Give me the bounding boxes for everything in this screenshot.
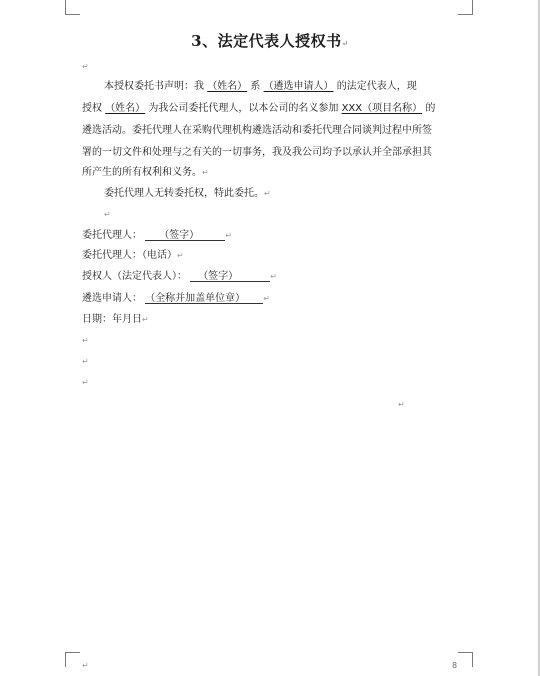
field-value: （签字） xyxy=(198,271,239,282)
corner-crop-mark-bottom-left xyxy=(65,652,80,667)
field-date xyxy=(82,313,149,327)
para1-text: 署的一切文件和处理与之有关的一切事务，我及我公司均予以承认并全部承担其 xyxy=(82,147,432,158)
field-value: （全称并加盖单位章） xyxy=(145,293,246,304)
paragraph-mark-icon: ↵ xyxy=(225,231,232,240)
signature-blank xyxy=(145,229,225,241)
paragraph-mark-icon: ↵ xyxy=(263,294,270,303)
para1-text: 系 xyxy=(250,81,261,92)
para1-text: 本授权委托书声明：我 xyxy=(104,81,204,92)
para1-text: 所产生的所有权利和义务。 xyxy=(82,167,202,178)
para2-text: 委托代理人无转委托权，特此委托。 xyxy=(104,188,264,199)
para1-text: 的法定代表人，现 xyxy=(336,81,417,92)
para1-text: 授权 xyxy=(82,103,102,114)
para1-line5 xyxy=(82,166,209,180)
paragraph-mark-icon: ↵ xyxy=(82,336,89,345)
field-label: 遴选申请人： xyxy=(82,293,142,304)
paragraph-mark-icon: ↵ xyxy=(104,210,111,219)
field-label: 委托代理人：（电话） xyxy=(82,250,177,261)
para1-line4 xyxy=(82,146,432,160)
paragraph-mark-icon: ↵ xyxy=(270,272,277,281)
field-value: （签字） xyxy=(159,230,200,241)
field-label: 日期：年月日 xyxy=(82,314,142,325)
paragraph-mark-icon: ↵ xyxy=(264,189,271,198)
para1-line1 xyxy=(104,80,417,94)
seal-blank xyxy=(145,292,263,304)
applicant-field: （遴选申请人） xyxy=(263,81,334,92)
paragraph-mark-icon: ↵ xyxy=(202,168,209,177)
paragraph-mark-icon: ↵ xyxy=(341,38,349,48)
paragraph-mark-icon: ↵ xyxy=(82,661,89,670)
para2 xyxy=(104,187,271,201)
empty-paragraph xyxy=(82,376,89,390)
paragraph-mark-icon: ↵ xyxy=(398,400,405,409)
field-agent-signature xyxy=(82,229,232,243)
paragraph-mark-icon: ↵ xyxy=(82,378,89,387)
empty-paragraph xyxy=(82,334,89,348)
para1-line3 xyxy=(82,124,432,138)
para1-text: 的 xyxy=(425,103,436,114)
signature-blank xyxy=(190,270,270,282)
empty-paragraph xyxy=(82,355,89,369)
field-agent-phone xyxy=(82,249,184,263)
para1-text: 为我公司委托代理人，以本公司的名义参加 xyxy=(148,103,339,114)
empty-paragraph xyxy=(104,208,111,222)
para1-line2 xyxy=(82,102,435,116)
corner-crop-mark-bottom-right xyxy=(458,652,473,667)
name-field: （姓名） xyxy=(207,81,248,92)
empty-paragraph xyxy=(82,60,89,74)
paragraph-mark-icon: ↵ xyxy=(82,62,89,71)
field-applicant xyxy=(82,292,270,306)
corner-crop-mark-top-left xyxy=(65,0,80,15)
paragraph-mark-icon: ↵ xyxy=(82,357,89,366)
field-legal-rep-signature xyxy=(82,270,277,284)
para1-text: 遴选活动。委托代理人在采购代理机构遴选活动和委托代理合同谈判过程中所签 xyxy=(82,125,432,136)
paragraph-mark-icon: ↵ xyxy=(177,251,184,260)
project-name-field: XXX（项目名称） xyxy=(341,103,423,114)
field-label: 授权人（法定代表人）： xyxy=(82,271,187,282)
field-label: 委托代理人： xyxy=(82,230,142,241)
corner-crop-mark-top-right xyxy=(458,0,473,15)
page-number: 8 xyxy=(452,661,458,670)
paragraph-mark-icon: ↵ xyxy=(142,315,149,324)
document-title xyxy=(0,30,540,51)
title-text: 3、法定代表人授权书 xyxy=(191,32,342,50)
agent-name-field: （姓名） xyxy=(105,103,146,114)
